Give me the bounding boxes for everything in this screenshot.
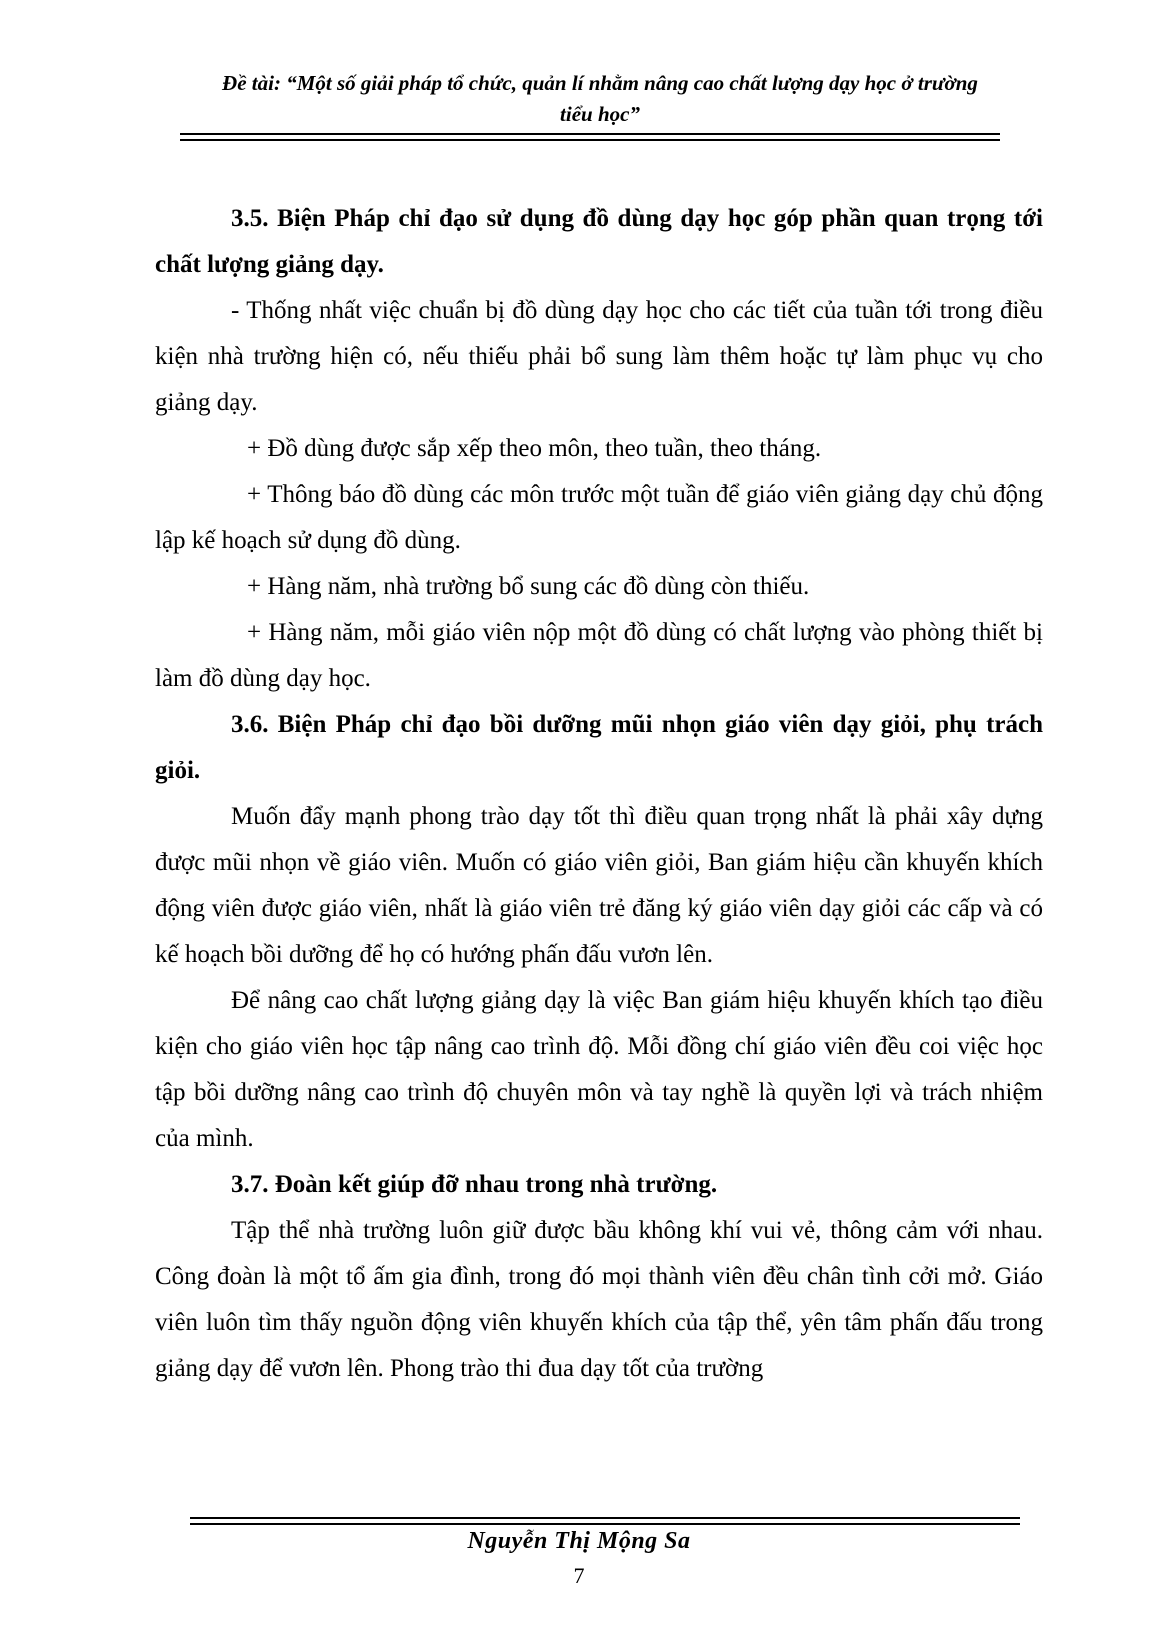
document-body bbox=[155, 196, 1043, 1392]
section-3-5-bullet-1: + Đồ dùng được sắp xếp theo môn, theo tuần, theo tháng. bbox=[247, 435, 822, 462]
header-title-line1: Đề tài: “Một số giải pháp tổ chức, quản lí nhằm nâng cao chất lượng dạy học ở trường bbox=[222, 71, 978, 95]
section-3-5-bullet-2: + Thông báo đồ dùng các môn trước một tuần để giáo viên giảng dạy chủ động lập kế hoạch sử dụng đồ dùng. bbox=[155, 481, 1043, 554]
section-3-6-paragraph-2: Để nâng cao chất lượng giảng dạy là việc Ban giám hiệu khuyến khích tạo điều kiện cho giáo viên học tập nâng cao trình độ. Mỗi đồng chí giáo viên đều coi việc học tập bồi dưỡng nâng cao trình độ chuyên môn và tay nghề là quyền lợi và trách nhiệm của mình. bbox=[155, 987, 1043, 1152]
section-3-5-paragraph: - Thống nhất việc chuẩn bị đồ dùng dạy học cho các tiết của tuần tới trong điều kiện nhà trường hiện có, nếu thiếu phải bổ sung làm thêm hoặc tự làm phục vụ cho giảng dạy. bbox=[155, 297, 1043, 416]
section-3-5-heading: 3.5. Biện Pháp chỉ đạo sử dụng đồ dùng dạy học góp phần quan trọng tới chất lượng giảng dạy. bbox=[155, 205, 1043, 278]
page-number: 7 bbox=[573, 1563, 585, 1588]
footer-divider bbox=[190, 1517, 1020, 1525]
section-3-5-bullet-3: + Hàng năm, nhà trường bổ sung các đồ dùng còn thiếu. bbox=[247, 573, 810, 600]
document-header bbox=[150, 68, 1050, 130]
section-3-7-paragraph-1: Tập thể nhà trường luôn giữ được bầu không khí vui vẻ, thông cảm với nhau. Công đoàn là một tổ ấm gia đình, trong đó mọi thành viên đều chân tình cởi mở. Giáo viên luôn tìm thấy nguồn động viên khuyến khích của tập thể, yên tâm phấn đấu trong giảng dạy để vươn lên. Phong trào thi đua dạy tốt của trường bbox=[155, 1217, 1043, 1382]
header-title-line2: tiểu học” bbox=[560, 102, 640, 126]
section-3-7-heading: 3.7. Đoàn kết giúp đỡ nhau trong nhà trường. bbox=[231, 1171, 718, 1198]
section-3-6-heading: 3.6. Biện Pháp chỉ đạo bồi dưỡng mũi nhọn giáo viên dạy giỏi, phụ trách giỏi. bbox=[155, 711, 1043, 784]
section-3-5-bullet-4: + Hàng năm, mỗi giáo viên nộp một đồ dùng có chất lượng vào phòng thiết bị làm đồ dùng dạy học. bbox=[155, 619, 1043, 692]
header-divider bbox=[180, 133, 1000, 141]
section-3-6-paragraph-1: Muốn đẩy mạnh phong trào dạy tốt thì điều quan trọng nhất là phải xây dựng được mũi nhọn về giáo viên. Muốn có giáo viên giỏi, Ban giám hiệu cần khuyến khích động viên được giáo viên, nhất là giáo viên trẻ đăng ký giáo viên dạy giỏi các cấp và có kế hoạch bồi dưỡng để họ có hướng phấn đấu vươn lên. bbox=[155, 803, 1043, 968]
footer-author: Nguyễn Thị Mộng Sa bbox=[467, 1528, 691, 1554]
